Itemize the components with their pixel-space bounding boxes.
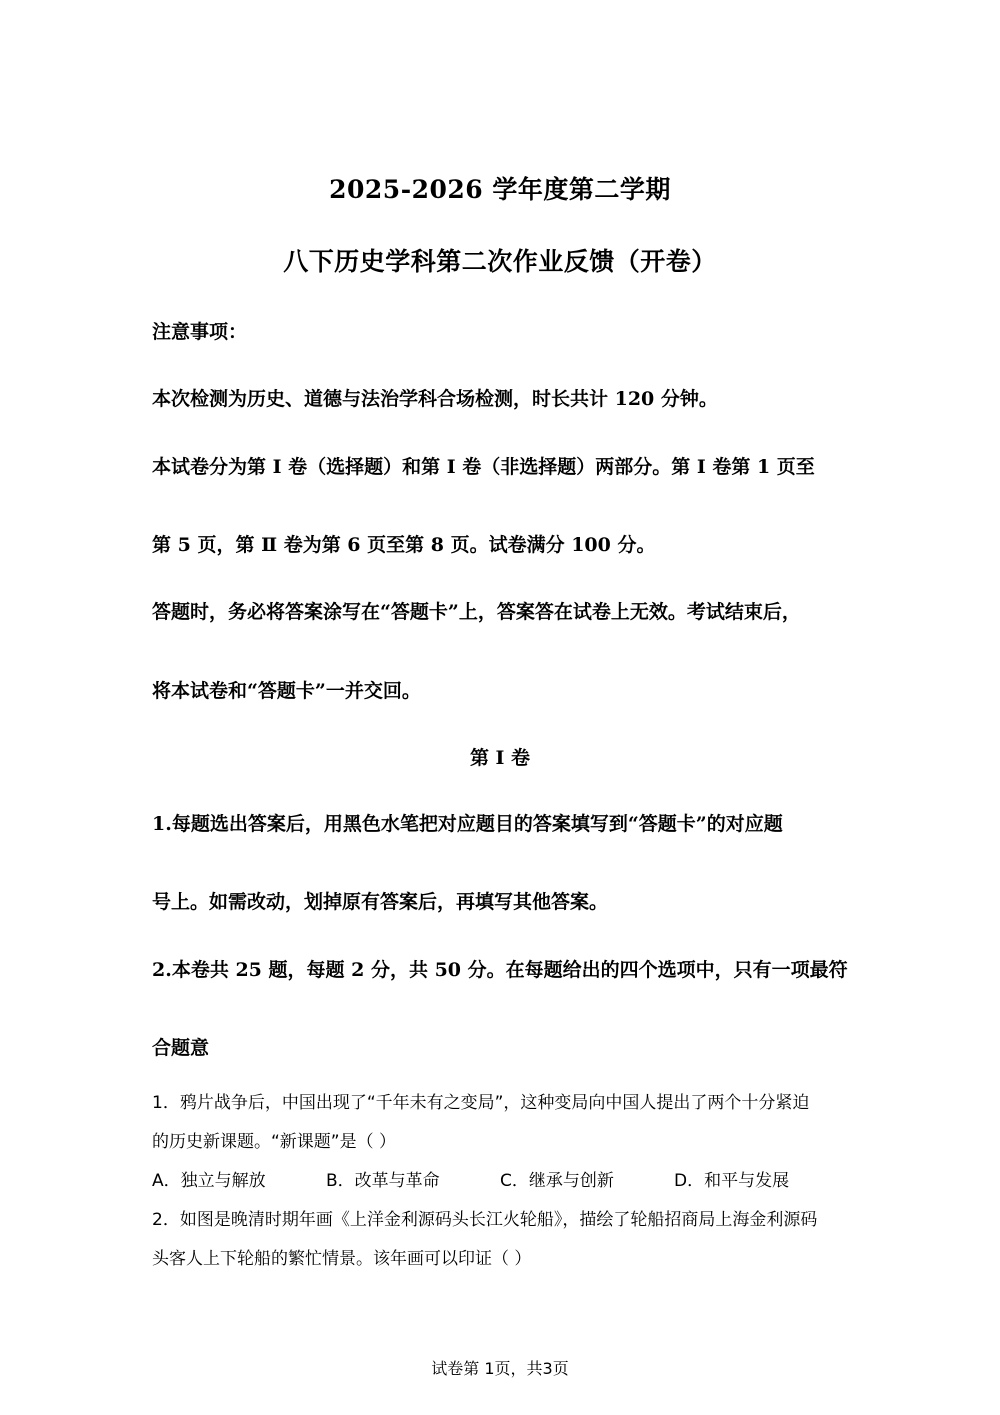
notice-line: 本次检测为历史、道德与法治学科合场检测，时长共计 120 分钟。 <box>152 388 718 410</box>
notice-line: 答题时，务必将答案涂写在“答题卡”上，答案答在试卷上无效。考试结束后， <box>152 601 801 623</box>
notice-line: 将本试卷和“答题卡”一并交回。 <box>152 680 421 702</box>
page-footer: 试卷第 1页，共3页 <box>431 1359 569 1378</box>
question-2-text: 头客人上下轮船的繁忙情景。该年画可以印证（ ） <box>152 1249 532 1269</box>
exam-title-line2: 八下历史学科第二次作业反馈（开卷） <box>283 247 717 276</box>
instruction-line: 2.本卷共 25 题，每题 2 分，共 50 分。在每题给出的四个选项中，只有一项最符 <box>152 959 848 981</box>
option-c[interactable]: C．继承与创新 <box>500 1171 614 1191</box>
question-1-text: 1．鸦片战争后，中国出现了“千年未有之变局”，这种变局向中国人提出了两个十分紧迫 <box>152 1093 810 1113</box>
section-heading: 第 Ⅰ 卷 <box>469 747 531 769</box>
option-b[interactable]: B．改革与革命 <box>326 1171 440 1191</box>
instruction-line: 合题意 <box>152 1037 210 1059</box>
notice-heading: 注意事项： <box>152 321 248 343</box>
instruction-line: 1.每题选出答案后，用黑色水笔把对应题目的答案填写到“答题卡”的对应题 <box>152 813 783 835</box>
instruction-line: 号上。如需改动，划掉原有答案后，再填写其他答案。 <box>152 891 609 913</box>
question-2-text: 2．如图是晚清时期年画《上洋金利源码头长江火轮船》，描绘了轮船招商局上海金利源码 <box>152 1210 818 1230</box>
exam-title-line1: 2025-2026 学年度第二学期 <box>329 175 671 204</box>
notice-line: 本试卷分为第 Ⅰ 卷（选择题）和第 Ⅰ 卷（非选择题）两部分。第 Ⅰ 卷第 1 页至 <box>152 456 815 478</box>
question-1-text: 的历史新课题。“新课题”是（ ） <box>152 1132 397 1152</box>
notice-line: 第 5 页，第 Ⅱ 卷为第 6 页至第 8 页。试卷满分 100 分。 <box>152 534 656 556</box>
option-d[interactable]: D．和平与发展 <box>674 1171 790 1191</box>
option-a[interactable]: A．独立与解放 <box>152 1171 266 1191</box>
